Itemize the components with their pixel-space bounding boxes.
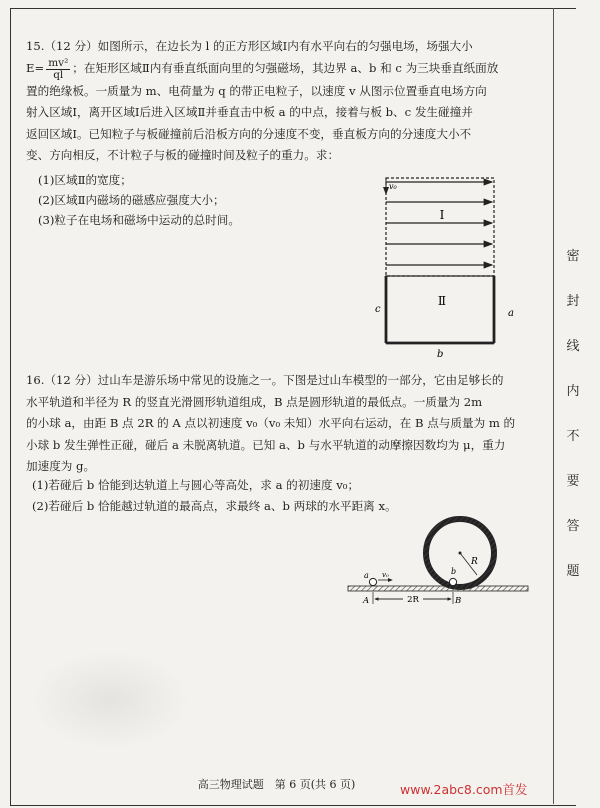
seal-char: 不 <box>566 429 580 444</box>
q15-line-4: 射入区域Ⅰ，离开区域Ⅰ后进入区域Ⅱ并垂直击中板 a 的中点，接着与板 b、c 发生碰撞并 <box>26 105 473 119</box>
q15-figure <box>370 172 520 362</box>
region-2-label: Ⅱ <box>437 294 447 308</box>
ball-a-label: a <box>364 571 369 580</box>
region-1-boundary <box>386 178 494 276</box>
q15-e-prefix: E= <box>26 61 45 76</box>
seal-char: 要 <box>566 474 580 489</box>
q16-sub-1: (1)若碰后 b 恰能到达轨道上与圆心等高处，求 a 的初速度 v₀； <box>32 478 360 492</box>
distance-label: 2R <box>407 595 419 605</box>
q16-line-1: 16.（12 分）过山车是游乐场中常见的设施之一。下图是过山车模型的一部分，它由足够长的 <box>26 373 504 387</box>
seal-line-rule <box>553 8 554 804</box>
formula-denominator: ql <box>53 68 64 81</box>
q15-line-2-text: ；在矩形区域Ⅱ内有垂直纸面向里的匀强磁场，其边界 a、b 和 c 为三块垂直纸面放 <box>72 61 499 76</box>
seal-char: 封 <box>566 294 580 309</box>
region-1-label: Ⅰ <box>439 208 445 222</box>
q16-line-4: 小球 b 发生弹性正碰，碰后 a 未脱离轨道。已知 a、b 与水平轨道的动摩擦因数均为 μ，重力 <box>26 437 506 452</box>
q15-line-2 <box>26 58 546 81</box>
q15-line-1: 15.（12 分）如图所示，在边长为 l 的正方形区域Ⅰ内有水平向右的匀强电场，场强大小 <box>26 39 473 53</box>
radius-label: R <box>471 557 478 567</box>
q15-line-5: 返回区域Ⅰ。已知粒子与板碰撞前后沿板方向的分速度不变，垂直板方向的分速度大小不 <box>26 126 472 141</box>
q15-line-3: 置的绝缘板。一质量为 m、电荷量为 q 的带正电粒子，以速度 v 从图示位置垂直电场方向 <box>26 83 487 98</box>
plate-a-label: a <box>508 308 514 319</box>
formula-numerator: mv² <box>48 56 69 69</box>
ball-b <box>449 578 456 585</box>
v0-label: v₀ <box>382 571 389 579</box>
field-formula <box>46 58 70 81</box>
scan-smudge <box>30 650 190 750</box>
seal-line-notice <box>560 245 586 579</box>
q16-line-3: 的小球 a，由距 B 点 2R 的 A 点以初速度 v₀（v₀ 未知）水平向右运动，在 B 点与质量为 m 的 <box>26 416 516 430</box>
point-a-label: A <box>363 596 370 606</box>
q15-sub-3: (3)粒子在电场和磁场中运动的总时间。 <box>38 213 240 227</box>
seal-char: 内 <box>566 384 580 399</box>
q16-sub-2: (2)若碰后 b 恰能越过轨道的最高点，求最终 a、b 两球的水平距离 x。 <box>32 499 397 513</box>
question-16 <box>26 370 546 478</box>
seal-char: 线 <box>566 339 580 354</box>
horizontal-track <box>348 586 528 591</box>
seal-char: 题 <box>566 564 580 579</box>
page-footer: 高三物理试题 第 6 页(共 6 页) <box>197 778 356 791</box>
q16-line-2: 水平轨道和半径为 R 的竖直光滑圆形轨道组成，B 点是圆形轨道的最低点。一质量为 2m <box>26 394 483 409</box>
plate-b-label: b <box>437 349 444 360</box>
q15-sub-2: (2)区域Ⅱ内磁场的磁感应强度大小； <box>38 193 225 207</box>
q15-sub-1: (1)区域Ⅱ的宽度； <box>38 173 132 187</box>
q16-line-5: 加速度为 g。 <box>26 459 96 473</box>
plate-c-label: c <box>375 304 381 315</box>
seal-char: 答 <box>566 519 580 534</box>
seal-char: 密 <box>566 249 580 264</box>
q16-figure <box>340 510 540 620</box>
region-2-boundary <box>386 276 494 343</box>
v0-label: v₀ <box>389 182 397 191</box>
field-lines <box>386 182 492 265</box>
q15-line-6: 变、方向相反，不计粒子与板的碰撞时间及粒子的重力。求： <box>26 148 340 162</box>
question-15 <box>26 36 546 167</box>
ball-b-label: b <box>451 567 457 576</box>
watermark: www.2abc8.com首发 <box>400 782 528 797</box>
ball-a <box>369 578 376 585</box>
point-b-label: B <box>455 596 462 606</box>
